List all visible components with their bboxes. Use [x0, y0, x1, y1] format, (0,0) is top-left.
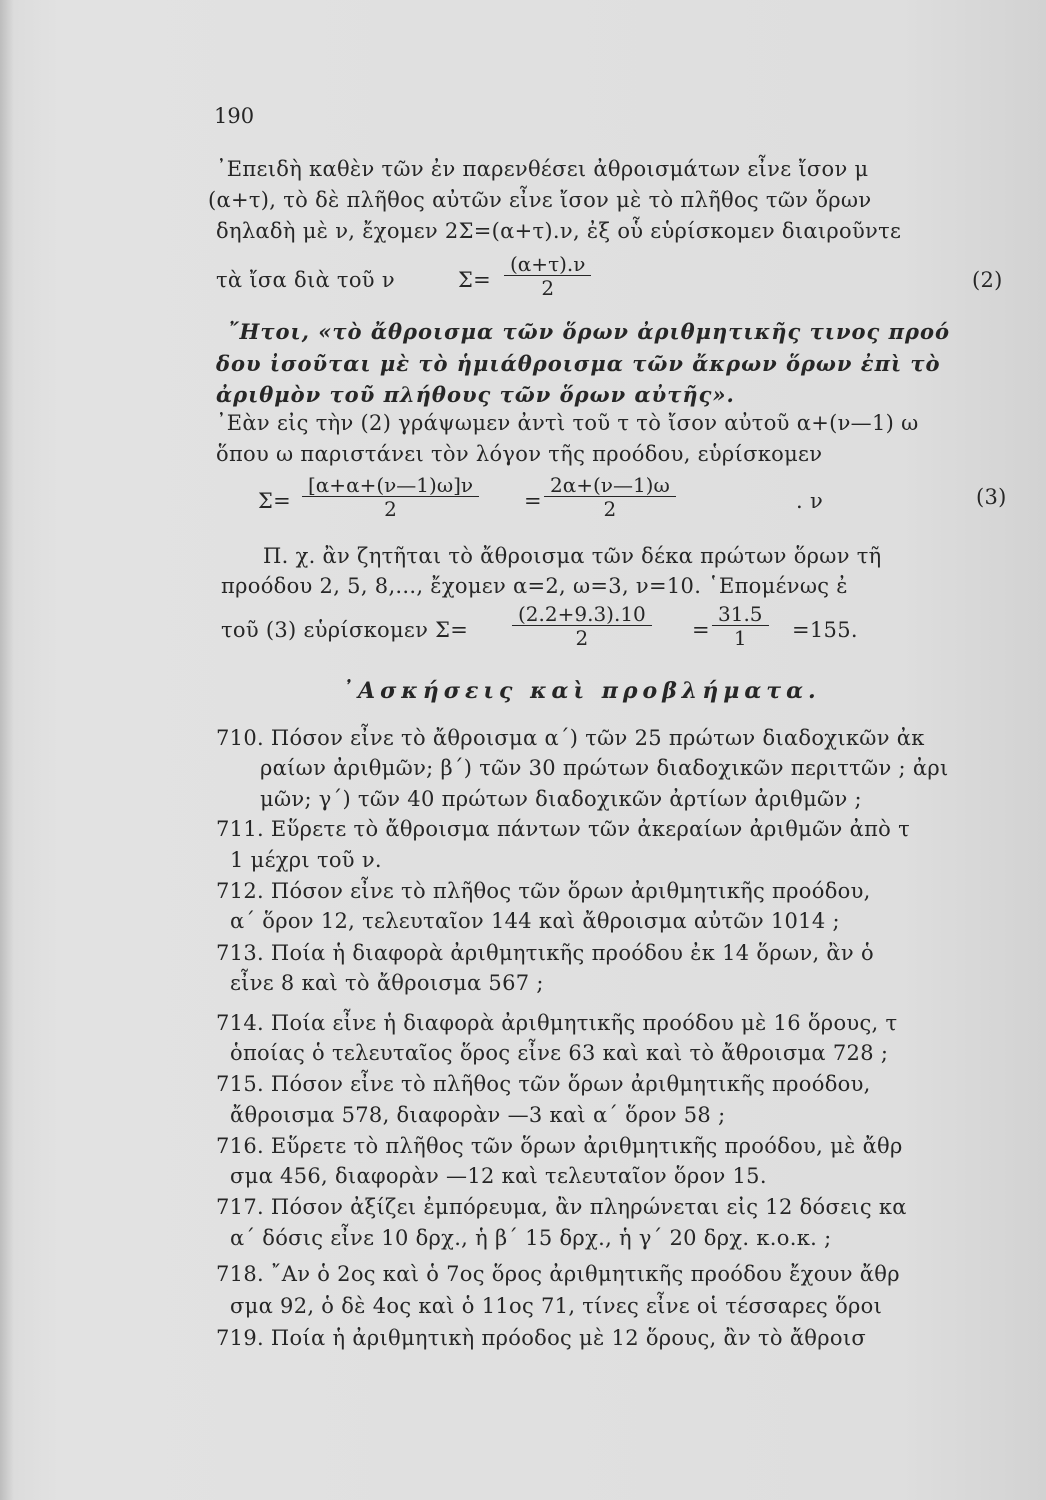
exercise-710-line-1: 710. Πόσον εἶνε τὸ ἄθροισμα α΄) τῶν 25 πρώτων διαδοχικῶν ἀκ	[216, 726, 925, 750]
exercise-717-line-2: α΄ δόσις εἶνε 10 δρχ., ἡ β΄ 15 δρχ., ἡ γ΄ 20 δρχ. κ.ο.κ. ;	[230, 1226, 832, 1250]
exercise-714-line-2: ὁποίας ὁ τελευταῖος ὅρος εἶνε 63 καὶ καὶ τὸ ἄθροισμα 728 ;	[230, 1041, 889, 1065]
theorem-line-1: ῎Ητοι, «τὸ ἄθροισμα τῶν ὅρων ἀριθμητικῆς τινος προό	[228, 319, 950, 344]
eq3-tail: . ν	[796, 489, 824, 513]
eq3-equals: =	[524, 489, 542, 513]
exercise-716-line-1: 716. Εὕρετε τὸ πλῆθος τῶν ὅρων ἀριθμητικῆς προόδου, μὲ ἄθρ	[216, 1134, 903, 1158]
eq2-numerator: (α+τ).ν	[504, 253, 591, 276]
substitution-line-2: ὅπου ω παριστάνει τὸν λόγον τῆς προόδου, εὑρίσκομεν	[216, 442, 823, 466]
eq2-tag: (2)	[972, 268, 1003, 292]
exercise-712-line-2: α΄ ὅρον 12, τελευταῖον 144 καὶ ἄθροισμα αὐτῶν 1014 ;	[230, 909, 840, 933]
eq4-result: =155.	[792, 618, 858, 642]
eq3-fraction-1	[302, 474, 479, 520]
eq2-prefix: τὰ ἴσα διὰ τοῦ ν	[216, 268, 395, 292]
page-number: 190	[214, 104, 255, 128]
eq4-denominator-2: 1	[733, 626, 747, 650]
eq4-denominator-1: 2	[575, 626, 589, 650]
eq4-fraction-1	[512, 603, 652, 649]
exercise-714-line-1: 714. Ποία εἶνε ἡ διαφορὰ ἀριθμητικῆς προόδου μὲ 16 ὅρους, τ	[216, 1011, 898, 1035]
example-line-2: προόδου 2, 5, 8,..., ἔχομεν α=2, ω=3, ν=10. ῾Επομένως ἐ	[221, 574, 848, 598]
exercise-710-line-2: ραίων ἀριθμῶν; β΄) τῶν 30 πρώτων διαδοχικῶν περιττῶν ; ἀρι	[260, 756, 949, 780]
exercise-719-line-1: 719. Ποία ἡ ἀριθμητικὴ πρόοδος μὲ 12 ὅρους, ἂν τὸ ἄθροισ	[216, 1326, 866, 1350]
intro-line-1: ᾿Επειδὴ καθὲν τῶν ἐν παρενθέσει ἀθροισμάτων εἶνε ἴσον μ	[216, 157, 869, 181]
eq4-numerator-1: (2.2+9.3).10	[512, 603, 652, 626]
example-line-1: Π. χ. ἂν ζητῆται τὸ ἄθροισμα τῶν δέκα πρώτων ὅρων τῆ	[263, 544, 882, 568]
eq3-denominator-1: 2	[384, 497, 397, 521]
eq4-numerator-2: 31.5	[712, 603, 769, 626]
exercise-711-line-2: 1 μέχρι τοῦ ν.	[230, 848, 382, 872]
eq2-denominator: 2	[541, 276, 555, 300]
eq4-equals: =	[692, 618, 710, 642]
eq4-prefix: τοῦ (3) εὑρίσκομεν Σ=	[221, 618, 469, 642]
exercise-716-line-2: σμα 456, διαφορὰν —12 καὶ τελευταῖον ὅρον 15.	[230, 1164, 767, 1188]
exercise-718-line-1: 718. ῎Αν ὁ 2ος καὶ ὁ 7ος ὅρος ἀριθμητικῆς προόδου ἔχουν ἄθρ	[216, 1262, 900, 1286]
exercise-710-line-3: μῶν; γ΄) τῶν 40 πρώτων διαδοχικῶν ἀρτίων ἀριθμῶν ;	[260, 787, 862, 811]
eq3-denominator-2: 2	[603, 497, 617, 521]
exercise-715-line-1: 715. Πόσον εἶνε τὸ πλῆθος τῶν ὅρων ἀριθμητικῆς προόδου,	[216, 1072, 871, 1096]
exercise-715-line-2: ἄθροισμα 578, διαφορὰν —3 καὶ α΄ ὅρον 58 ;	[230, 1103, 726, 1127]
exercise-713-line-2: εἶνε 8 καὶ τὸ ἄθροισμα 567 ;	[230, 971, 544, 995]
eq2-lhs: Σ=	[458, 268, 492, 292]
intro-line-2: (α+τ), τὸ δὲ πλῆθος αὐτῶν εἶνε ἴσον μὲ τὸ πλῆθος τῶν ὅρων	[208, 188, 872, 212]
substitution-line-1: ᾿Εὰν εἰς τὴν (2) γράψωμεν ἀντὶ τοῦ τ τὸ ἴσον αὐτοῦ α+(ν—1) ω	[216, 411, 919, 435]
eq3-tag: (3)	[976, 485, 1007, 509]
exercise-718-line-2: σμα 92, ὁ δὲ 4ος καὶ ὁ 11ος 71, τίνες εἶνε οἱ τέσσαρες ὅροι	[230, 1294, 883, 1318]
theorem-line-2: δου ἰσοῦται μὲ τὸ ἡμιάθροισμα τῶν ἄκρων ὅρων ἐπὶ τὸ	[216, 351, 941, 376]
theorem-line-3: ἀριθμὸν τοῦ πλήθους τῶν ὅρων αὐτῆς».	[216, 382, 735, 407]
eq4-fraction-2	[712, 603, 769, 649]
exercise-711-line-1: 711. Εὕρετε τὸ ἄθροισμα πάντων τῶν ἀκεραίων ἀριθμῶν ἀπὸ τ	[216, 817, 911, 841]
exercise-712-line-1: 712. Πόσον εἶνε τὸ πλῆθος τῶν ὅρων ἀριθμητικῆς προόδου,	[216, 879, 871, 903]
eq3-fraction-2	[544, 474, 676, 520]
section-title: ᾿Ασκήσεις καὶ προβλήματα.	[342, 678, 821, 704]
eq3-numerator-1: [α+α+(ν—1)ω]ν	[302, 474, 479, 497]
exercise-713-line-1: 713. Ποία ἡ διαφορὰ ἀριθμητικῆς προόδου ἐκ 14 ὅρων, ἂν ὁ	[216, 941, 874, 965]
eq3-numerator-2: 2α+(ν—1)ω	[544, 474, 676, 497]
exercise-717-line-1: 717. Πόσον ἀξίζει ἐμπόρευμα, ἂν πληρώνεται εἰς 12 δόσεις κα	[216, 1195, 907, 1219]
eq3-lhs: Σ=	[258, 489, 292, 513]
eq2-fraction	[504, 253, 591, 299]
intro-line-3: δηλαδὴ μὲ ν, ἔχομεν 2Σ=(α+τ).ν, ἐξ οὗ εὑρίσκομεν διαιροῦντε	[216, 219, 902, 243]
